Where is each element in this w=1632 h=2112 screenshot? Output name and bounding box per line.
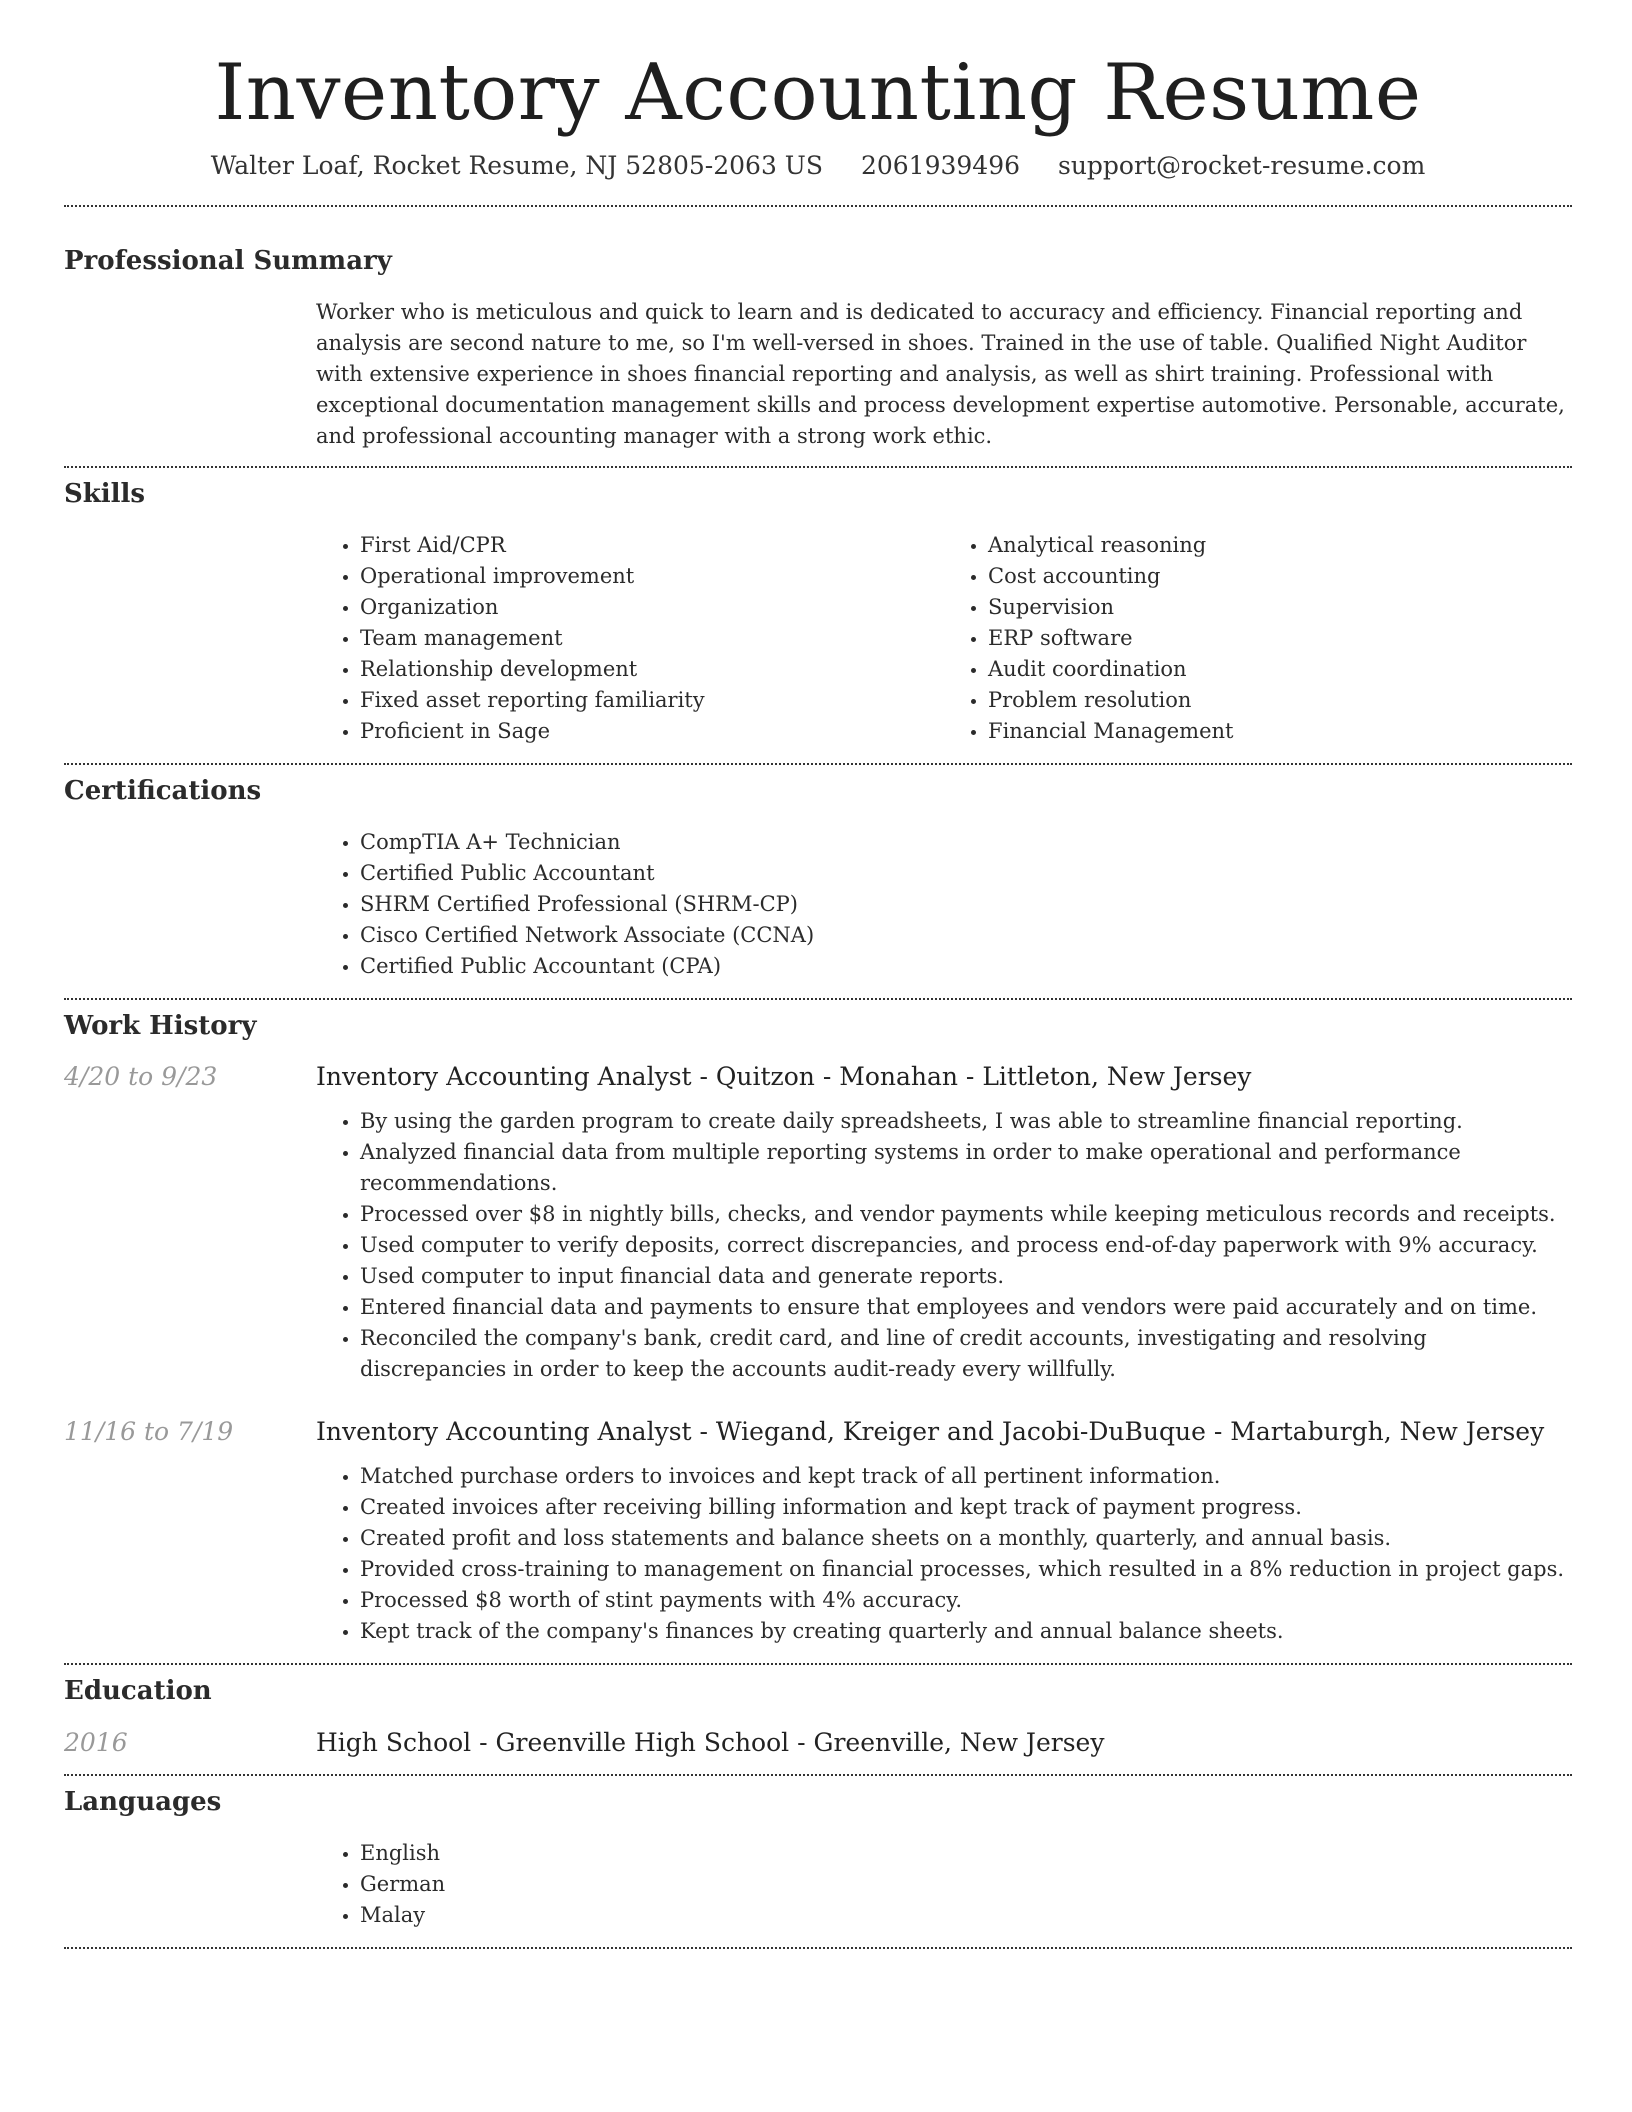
job-bullet: • Used computer to input financial data and generate reports.	[360, 1261, 1572, 1292]
contact-phone: 2061939496	[860, 151, 1021, 181]
skills-list-right	[944, 530, 1572, 747]
divider	[64, 1663, 1572, 1665]
job-bullet: • Reconciled the company's bank, credit card, and line of credit accounts, investigating and resolving discrepancies in order to keep the accounts audit-ready every willfully.	[360, 1323, 1572, 1385]
job-bullet: • Provided cross-training to management on financial processes, which resulted in a 8% reduction in project gaps.	[360, 1554, 1572, 1585]
certification-item: • CompTIA A+ Technician	[360, 827, 1572, 858]
skills-heading: Skills	[64, 479, 146, 510]
skill-item: • Team management	[360, 623, 944, 654]
language-item: • Malay	[360, 1900, 1572, 1931]
job-bullet: • Entered financial data and payments to ensure that employees and vendors were paid accurately and on time.	[360, 1292, 1572, 1323]
education-title: High School - Greenville High School - Greenville, New Jersey	[316, 1728, 1105, 1758]
certification-item: • Certified Public Accountant (CPA)	[360, 951, 1572, 982]
contact-address: Walter Loaf, Rocket Resume, NJ 52805-2063 US	[210, 151, 824, 181]
job-date: 11/16 to 7/19	[64, 1416, 234, 1446]
job-bullet: • Analyzed financial data from multiple reporting systems in order to make operational and performance recommendations.	[360, 1137, 1572, 1199]
job-bullet: • Processed over $8 in nightly bills, checks, and vendor payments while keeping meticulous records and receipts.	[360, 1199, 1572, 1230]
summary-section	[64, 245, 1572, 452]
skill-item: • Proficient in Sage	[360, 716, 944, 747]
languages-list	[316, 1838, 1572, 1931]
skill-item: • Organization	[360, 592, 944, 623]
divider	[64, 1947, 1572, 1949]
contact-email: support@rocket-resume.com	[1057, 151, 1426, 181]
resume-body	[64, 0, 1572, 1949]
divider	[64, 1774, 1572, 1776]
divider	[64, 998, 1572, 1000]
job-bullet: • Used computer to verify deposits, correct discrepancies, and process end-of-day paperwork with 9% accuracy.	[360, 1230, 1572, 1261]
work-section	[64, 1010, 1572, 1647]
certification-item: • Certified Public Accountant	[360, 858, 1572, 889]
resume-title: Inventory Accounting Resume	[214, 48, 1422, 138]
summary-heading: Professional Summary	[64, 246, 392, 277]
languages-heading: Languages	[64, 1787, 222, 1818]
divider	[64, 205, 1572, 207]
certifications-content	[316, 827, 1572, 982]
language-item: • German	[360, 1869, 1572, 1900]
divider	[64, 763, 1572, 765]
skill-item: • Audit coordination	[988, 654, 1572, 685]
job-bullet: • By using the garden program to create daily spreadsheets, I was able to streamline financial reporting.	[360, 1106, 1572, 1137]
divider	[64, 466, 1572, 468]
skill-item: • Operational improvement	[360, 561, 944, 592]
skill-item: • Fixed asset reporting familiarity	[360, 685, 944, 716]
work-heading: Work History	[64, 1010, 257, 1041]
certifications-section	[64, 775, 1572, 982]
skill-item: • Analytical reasoning	[988, 530, 1572, 561]
language-item: • English	[360, 1838, 1572, 1869]
contact-line	[64, 151, 1572, 181]
skill-item: • ERP software	[988, 623, 1572, 654]
job-bullet: • Matched purchase orders to invoices and kept track of all pertinent information.	[360, 1461, 1572, 1492]
job-bullets	[316, 1461, 1572, 1647]
certification-item: • Cisco Certified Network Associate (CCNA)	[360, 920, 1572, 951]
job-date: 4/20 to 9/23	[64, 1061, 218, 1091]
languages-content	[316, 1838, 1572, 1931]
job-header	[64, 1415, 1572, 1449]
job-bullet: • Kept track of the company's finances by creating quarterly and annual balance sheets.	[360, 1616, 1572, 1647]
education-heading: Education	[64, 1675, 212, 1706]
job-entry	[64, 1415, 1572, 1647]
skills-list-left	[316, 530, 944, 747]
skill-item: • Supervision	[988, 592, 1572, 623]
skills-columns	[316, 530, 1572, 747]
job-title: Inventory Accounting Analyst - Wiegand, Kreiger and Jacobi-DuBuque - Martaburgh, New Jersey	[316, 1416, 1545, 1446]
job-bullet: • Created invoices after receiving billing information and kept track of payment progress.	[360, 1492, 1572, 1523]
certifications-list	[316, 827, 1572, 982]
job-bullet: • Processed $8 worth of stint payments with 4% accuracy.	[360, 1585, 1572, 1616]
languages-section	[64, 1786, 1572, 1931]
skill-item: • First Aid/CPR	[360, 530, 944, 561]
skill-item: • Relationship development	[360, 654, 944, 685]
job-header	[64, 1060, 1572, 1094]
education-section	[64, 1675, 1572, 1761]
summary-text: Worker who is meticulous and quick to learn and is dedicated to accuracy and efficiency. Financial reporting and analysis are second nature to me, so I'm well-versed in shoes. Trained in the use of table. Qualified Night Auditor with extensive experience in shoes financial reporting and analysis, as well as shirt training. Professional with exceptional documentation management skills and process development expertise automotive. Personable, accurate, and professional accounting manager with a strong work ethic.	[316, 300, 1565, 449]
job-bullets	[316, 1106, 1572, 1385]
job-bullet: • Created profit and loss statements and balance sheets on a monthly, quarterly, and annual basis.	[360, 1523, 1572, 1554]
skills-section	[64, 478, 1572, 747]
education-entry	[64, 1726, 1572, 1760]
skill-item: • Problem resolution	[988, 685, 1572, 716]
certification-item: • SHRM Certified Professional (SHRM-CP)	[360, 889, 1572, 920]
skill-item: • Cost accounting	[988, 561, 1572, 592]
education-date: 2016	[64, 1728, 128, 1758]
job-entry	[64, 1060, 1572, 1385]
skill-item: • Financial Management	[988, 716, 1572, 747]
job-title: Inventory Accounting Analyst - Quitzon - Monahan - Littleton, New Jersey	[316, 1061, 1252, 1091]
summary-content	[316, 297, 1572, 452]
certifications-heading: Certifications	[64, 775, 262, 806]
